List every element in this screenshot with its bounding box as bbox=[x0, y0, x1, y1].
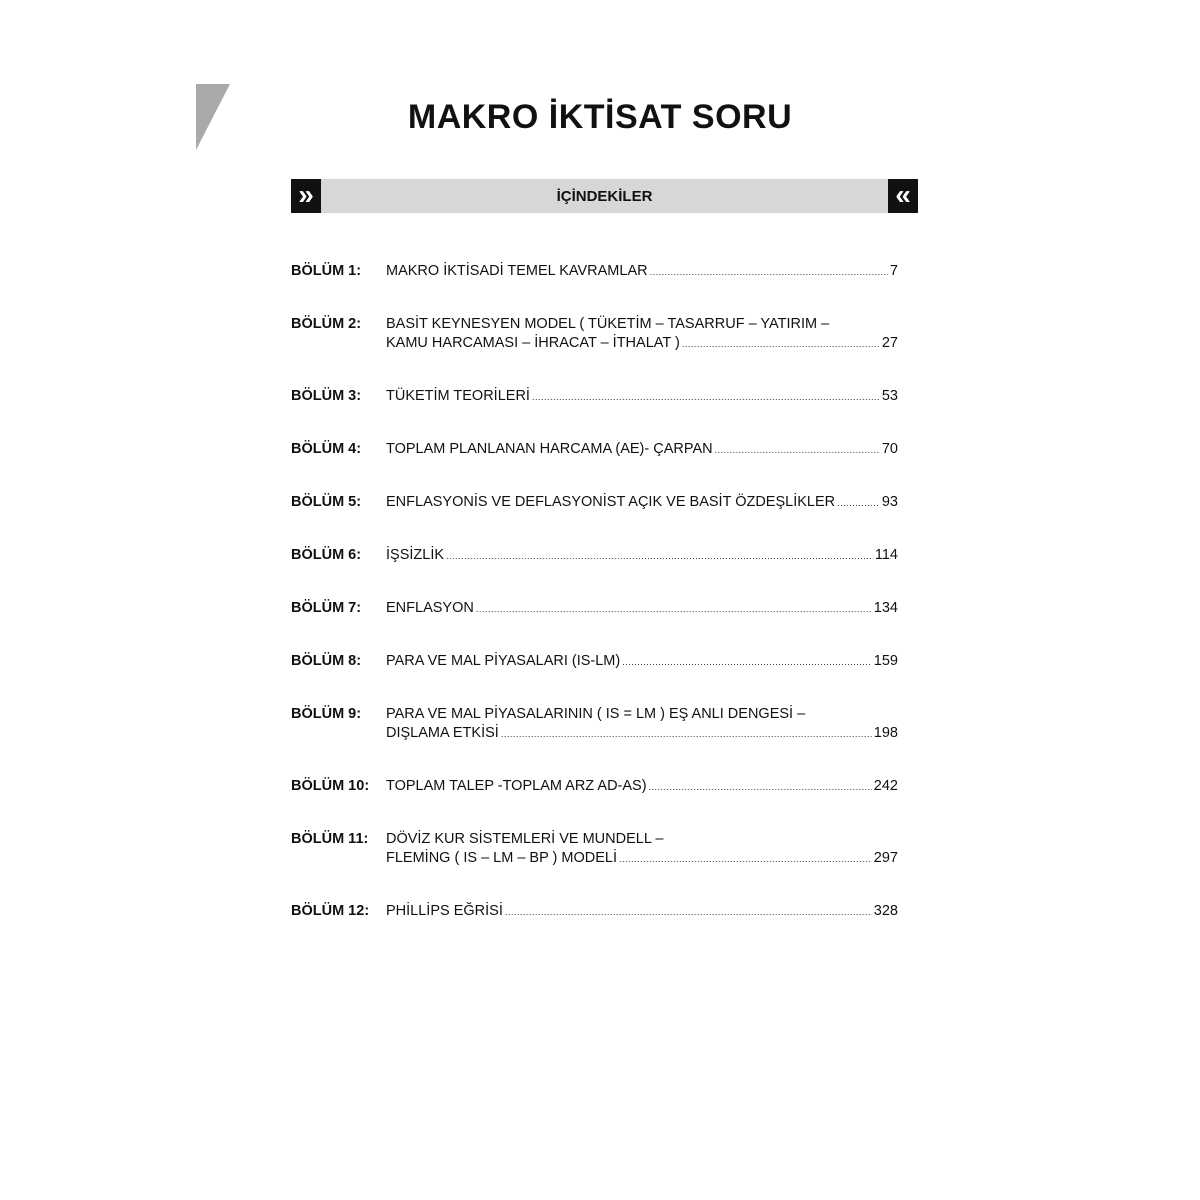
page-number: 198 bbox=[873, 725, 898, 741]
toc-header-bar bbox=[291, 179, 918, 213]
chapter-line bbox=[386, 315, 898, 334]
chapter-line bbox=[386, 777, 898, 797]
chapter-label: BÖLÜM 7: bbox=[291, 600, 362, 616]
chapter-body bbox=[386, 652, 898, 672]
chapter-body bbox=[386, 705, 898, 744]
chapter-title-continued: DIŞLAMA ETKİSİ bbox=[386, 725, 499, 741]
chapter-label: BÖLÜM 12: bbox=[291, 903, 370, 919]
chapter-line bbox=[386, 724, 898, 744]
page-number: 328 bbox=[873, 903, 898, 919]
chapter-label: BÖLÜM 1: bbox=[291, 263, 362, 279]
chapter-body bbox=[386, 902, 898, 922]
chapter-body bbox=[386, 262, 898, 282]
chapter-label: BÖLÜM 2: bbox=[291, 316, 362, 332]
page-number: 159 bbox=[873, 653, 898, 669]
chapter-line bbox=[386, 830, 898, 849]
dot-leader bbox=[837, 494, 880, 513]
chapter-line bbox=[386, 334, 898, 354]
page-number: 134 bbox=[873, 600, 898, 616]
chapter-label: BÖLÜM 8: bbox=[291, 653, 362, 669]
page-number: 70 bbox=[881, 441, 898, 457]
chapter-label: BÖLÜM 11: bbox=[291, 831, 369, 847]
dot-leader bbox=[682, 335, 880, 354]
dot-leader bbox=[446, 547, 873, 566]
chapter-title: ENFLASYON bbox=[386, 600, 474, 616]
chapter-line bbox=[386, 440, 898, 460]
chapter-body bbox=[386, 546, 898, 566]
chapter-line bbox=[386, 262, 898, 282]
dot-leader bbox=[715, 441, 880, 460]
chapter-title: PHİLLİPS EĞRİSİ bbox=[386, 903, 503, 919]
chapter-line bbox=[386, 599, 898, 619]
chapter-line bbox=[386, 849, 898, 869]
page-title: MAKRO İKTİSAT SORU bbox=[407, 98, 793, 136]
chapter-title: DÖVİZ KUR SİSTEMLERİ VE MUNDELL – bbox=[386, 831, 664, 847]
chapter-line bbox=[386, 652, 898, 672]
chapter-title: TOPLAM PLANLANAN HARCAMA (AE)- ÇARPAN bbox=[386, 441, 713, 457]
page-number: 93 bbox=[881, 494, 898, 510]
chapter-title: TOPLAM TALEP -TOPLAM ARZ AD-AS) bbox=[386, 778, 647, 794]
chapter-title-continued: FLEMİNG ( IS – LM – BP ) MODELİ bbox=[386, 850, 617, 866]
chapter-body bbox=[386, 599, 898, 619]
toc-header-title: İÇİNDEKİLER bbox=[556, 188, 653, 205]
page-number: 297 bbox=[873, 850, 898, 866]
chapter-label: BÖLÜM 4: bbox=[291, 441, 362, 457]
chapter-label: BÖLÜM 9: bbox=[291, 706, 362, 722]
dot-leader bbox=[622, 653, 872, 672]
dot-leader bbox=[476, 600, 872, 619]
chapter-line bbox=[386, 387, 898, 407]
double-chevron-right-icon: » bbox=[291, 179, 321, 213]
chapter-title-continued: KAMU HARCAMASI – İHRACAT – İTHALAT ) bbox=[386, 335, 680, 351]
chapter-body bbox=[386, 387, 898, 407]
chapter-body bbox=[386, 315, 898, 354]
chapter-title: PARA VE MAL PİYASALARININ ( IS = LM ) EŞ ANLI DENGESİ – bbox=[386, 706, 806, 722]
page-number: 7 bbox=[889, 263, 898, 279]
page-number: 242 bbox=[873, 778, 898, 794]
chapter-line bbox=[386, 493, 898, 513]
chapter-title: BASİT KEYNESYEN MODEL ( TÜKETİM – TASARRUF – YATIRIM – bbox=[386, 316, 830, 332]
dot-leader bbox=[532, 388, 880, 407]
chapter-label: BÖLÜM 10: bbox=[291, 778, 370, 794]
chapter-title: İŞSİZLİK bbox=[386, 547, 445, 563]
dot-leader bbox=[649, 778, 872, 797]
chapter-line bbox=[386, 705, 898, 724]
double-chevron-left-icon: « bbox=[888, 179, 918, 213]
dot-leader bbox=[505, 903, 872, 922]
chapter-line bbox=[386, 902, 898, 922]
chapter-title: MAKRO İKTİSADİ TEMEL KAVRAMLAR bbox=[386, 263, 648, 279]
chapter-body bbox=[386, 440, 898, 460]
chapter-title: ENFLASYONİS VE DEFLASYONİST AÇIK VE BASİT ÖZDEŞLİKLER bbox=[386, 494, 836, 510]
dot-leader bbox=[650, 263, 888, 282]
chapter-title: TÜKETİM TEORİLERİ bbox=[386, 388, 530, 404]
chapter-label: BÖLÜM 6: bbox=[291, 547, 362, 563]
chapter-label: BÖLÜM 3: bbox=[291, 388, 362, 404]
chapter-body bbox=[386, 777, 898, 797]
chapter-label: BÖLÜM 5: bbox=[291, 494, 362, 510]
page-number: 27 bbox=[881, 335, 898, 351]
chapter-body bbox=[386, 493, 898, 513]
dot-leader bbox=[501, 725, 872, 744]
page-number: 53 bbox=[881, 388, 898, 404]
chapter-body bbox=[386, 830, 898, 869]
chapter-title: PARA VE MAL PİYASALARI (IS-LM) bbox=[386, 653, 621, 669]
chapter-line bbox=[386, 546, 898, 566]
page-number: 114 bbox=[874, 547, 898, 563]
dot-leader bbox=[619, 850, 872, 869]
